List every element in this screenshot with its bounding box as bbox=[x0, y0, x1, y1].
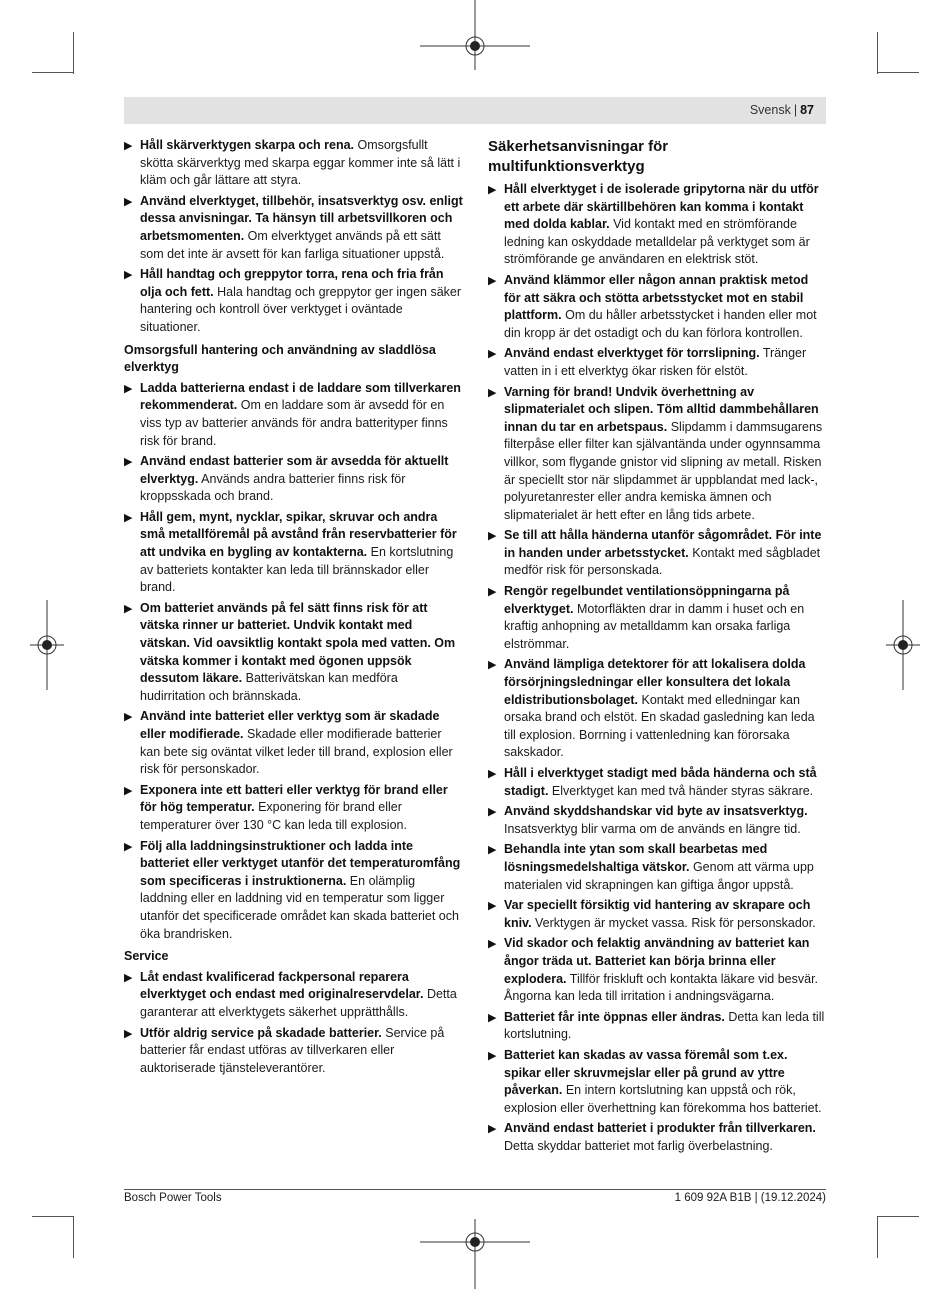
list-item: ▶ Använd endast elverktyget för torrslipning. Tränger vatten in i ett elverktyg ökar risken för elstöt. bbox=[488, 346, 807, 378]
left-column bbox=[124, 137, 464, 1080]
crop-mark bbox=[32, 72, 74, 73]
header-separator: | bbox=[793, 103, 798, 117]
footer-doc-id: 1 609 92A B1B | (19.12.2024) bbox=[674, 1192, 826, 1204]
list-item: ▶ Rengör regelbundet ventilationsöppningarna på elverktyget. Motorfläkten drar in damm i huset och en kraftig anhopning av metalldamm kan orsaka farliga elströmmar. bbox=[488, 584, 805, 651]
list-item: ▶ Använd inte batteriet eller verktyg som är skadade eller modifierade. Skadade eller modifierade batterier kan bete sig oväntat vilket leder till brand, explosion eller risk för personskador. bbox=[124, 709, 453, 777]
crop-mark bbox=[877, 1216, 919, 1217]
bullet-icon: ▶ bbox=[124, 602, 133, 615]
bullet-icon: ▶ bbox=[124, 1027, 133, 1040]
crop-mark bbox=[877, 32, 878, 74]
list-item: ▶ Se till att hålla händerna utanför sågområdet. För inte in handen under arbetsstycket. Kontakt med sågbladet medför risk för personskada. bbox=[488, 528, 822, 578]
bullet-icon: ▶ bbox=[488, 530, 497, 543]
bullet-icon: ▶ bbox=[488, 844, 497, 857]
multitool-list bbox=[488, 181, 826, 1155]
bullet-icon: ▶ bbox=[124, 511, 133, 524]
registration-mark-icon bbox=[420, 1219, 530, 1289]
list-item: ▶ Håll handtag och greppytor torra, rena och fria från olja och fett. Hala handtag och greppytor ger ingen säker hantering och kontroll över verktyget i oväntade situationer. bbox=[124, 267, 462, 334]
list-item: ▶ Håll elverktyget i de isolerade gripytorna när du utför ett arbete där skärtillbehören kan komma i kontakt med dolda kablar. Vid kontakt med en strömförande ledning kan oskyddade metalldelar på verktyget som är strömförande ge användaren en elektrisk stöt. bbox=[488, 182, 819, 267]
bullet-icon: ▶ bbox=[488, 1011, 497, 1024]
registration-mark-icon bbox=[886, 600, 920, 690]
bullet-icon: ▶ bbox=[124, 456, 133, 469]
list-item: ▶ Håll skärverktygen skarpa och rena. Omsorgsfullt skötta skärverktyg med skarpa eggar kommer inte så lätt i kläm och går lättare att styra. bbox=[124, 138, 461, 188]
list-item: ▶ Ladda batterierna endast i de laddare som tillverkaren rekommenderat. Om en laddare som är avsedd för en viss typ av batterier används för andra batterityper finns risk för brand. bbox=[124, 380, 461, 448]
list-item: ▶ Håll gem, mynt, nycklar, spikar, skruvar och andra små metallföremål på avstånd från reservbatterier för att undvika en bygling av kontakterna. En kortslutning av batteriets kontakter kan leda till brännskador eller brand. bbox=[124, 509, 457, 595]
list-item: ▶ Använd elverktyget, tillbehör, insatsverktyg osv. enligt dessa anvisningar. Ta hänsyn till arbetsvillkoren och arbetsmomenten. Om elverktyget används på ett sätt som det inte är avsett för kan farliga situationer uppstå. bbox=[124, 193, 463, 261]
bullet-icon: ▶ bbox=[124, 382, 133, 395]
list-item: ▶ Följ alla laddningsinstruktioner och ladda inte batteriet eller verktyget utanför det temperaturomfång som specificeras i instruktionerna. En olämplig laddning eller en laddning vid en temperatur som ligger utanför det specificerade området kan skada batteriet och öka brandrisken. bbox=[124, 838, 461, 941]
general-list bbox=[124, 137, 464, 337]
bullet-icon: ▶ bbox=[488, 1049, 497, 1062]
bullet-icon: ▶ bbox=[124, 971, 133, 984]
bullet-icon: ▶ bbox=[488, 806, 497, 819]
bullet-icon: ▶ bbox=[488, 768, 497, 780]
battery-heading: Omsorgsfull hantering och användning av sladdlösa elverktyg bbox=[124, 342, 436, 375]
list-item: ▶ Batteriet får inte öppnas eller ändras. Detta kan leda till kortslutning. bbox=[488, 1009, 825, 1042]
list-item: ▶ Var speciellt försiktig vid hantering av skrapare och kniv. Verktygen är mycket vassa. Risk för personskador. bbox=[488, 898, 816, 930]
list-item: ▶ Använd skyddshandskar vid byte av insatsverktyg. Insatsverktyg blir varma om de används en längre tid. bbox=[488, 804, 808, 836]
bullet-icon: ▶ bbox=[488, 938, 497, 951]
crop-mark bbox=[73, 32, 74, 74]
bullet-icon: ▶ bbox=[488, 586, 497, 599]
list-item: ▶ Varning för brand! Undvik överhettning av slipmaterialet och slipen. Töm alltid dammbehållaren innan du tar en arbetspaus. Slipdamm i dammsugarens filterpåse eller filter kan självantända under ogynnsamma villkor, som flygande gnistor vid slipning av metall. Risken är speciellt stor när slipdammet är uppblandat med lack-, polyuretanrester eller andra kemiska ämnen och slipmaterialet är hett efter en lång tids arbete. bbox=[488, 384, 823, 522]
bullet-icon: ▶ bbox=[124, 711, 133, 724]
header-language: Svensk bbox=[749, 103, 791, 117]
service-list bbox=[124, 969, 464, 1078]
bullet-icon: ▶ bbox=[124, 269, 133, 282]
bullet-icon: ▶ bbox=[124, 195, 133, 208]
crop-mark bbox=[877, 72, 919, 73]
list-item: ▶ Använd endast batterier som är avsedda för aktuellt elverktyg. Används andra batterier finns risk för kroppsskada och brand. bbox=[124, 454, 449, 504]
list-item: ▶ Använd endast batteriet i produkter från tillverkaren. Detta skyddar batteriet mot farlig överbelastning. bbox=[488, 1121, 816, 1153]
bullet-icon: ▶ bbox=[488, 1123, 497, 1136]
right-column bbox=[488, 137, 826, 1158]
header-text bbox=[750, 97, 826, 124]
bullet-icon: ▶ bbox=[488, 274, 497, 287]
bullet-icon: ▶ bbox=[488, 386, 497, 399]
crop-mark bbox=[73, 1216, 74, 1258]
list-item: ▶ Håll i elverktyget stadigt med båda händerna och stå stadigt. Elverktyget kan med två händer styras säkrare. bbox=[488, 766, 817, 798]
list-item: ▶ Använd lämpliga detektorer för att lokalisera dolda försörjningsledningar eller konsultera det lokala eldistributionsbolaget. Kontakt med elledningar kan orsaka brand och elstöt. En skadad gasledning kan leda till explosion. Borrning i vattenledning kan förorsaka sakskador. bbox=[488, 657, 815, 760]
bullet-icon: ▶ bbox=[488, 184, 497, 196]
list-item: ▶ Batteriet kan skadas av vassa föremål som t.ex. spikar eller skruvmejslar eller på grund av yttre påverkan. En intern kortslutning kan uppstå och rök, explosion eller överhettning kan förekomma hos batteriet. bbox=[488, 1047, 822, 1115]
bullet-icon: ▶ bbox=[488, 659, 497, 672]
list-item: ▶ Utför aldrig service på skadade batterier. Service på batterier får endast utföras av tillverkaren eller auktoriserade tjänsteleverantörer. bbox=[124, 1025, 445, 1075]
bullet-icon: ▶ bbox=[488, 348, 497, 361]
footer-brand: Bosch Power Tools bbox=[124, 1192, 222, 1204]
crop-mark bbox=[877, 1216, 878, 1258]
footer-rule bbox=[124, 1189, 826, 1190]
service-heading: Service bbox=[124, 949, 169, 964]
section-title: Säkerhetsanvisningar för multifunktionsverktyg bbox=[488, 138, 669, 175]
bullet-icon: ▶ bbox=[124, 784, 133, 797]
list-item: ▶ Använd klämmor eller någon annan praktisk metod för att säkra och stötta arbetsstycket mot en stabil plattform. Om du håller arbetsstycket i handen eller mot din kropp är det ostadigt och du kan förlora kontrollen. bbox=[488, 272, 817, 340]
page-number: 87 bbox=[800, 103, 814, 117]
battery-list bbox=[124, 380, 464, 943]
list-item: ▶ Om batteriet används på fel sätt finns risk för att vätska rinner ur batteriet. Undvik kontakt med vätskan. Vid oavsiktlig kontakt spola med vatten. Om vätska kommer i kontakt med ögonen uppsök dessutom läkare. Batterivätskan kan medföra hudirritation och brännskada. bbox=[124, 600, 456, 703]
bullet-icon: ▶ bbox=[488, 900, 497, 913]
list-item: ▶ Låt endast kvalificerad fackpersonal reparera elverktyget och endast med originalreservdelar. Detta garanterar att elverktygets säkerhet upprätthålls. bbox=[124, 969, 457, 1019]
list-item: ▶ Exponera inte ett batteri eller verktyg för brand eller för hög temperatur. Exponering för brand eller temperaturer över 130 °C kan leda till explosion. bbox=[124, 782, 448, 832]
list-item: ▶ Behandla inte ytan som skall bearbetas med lösningsmedelshaltiga vätskor. Genom att värma upp materialen vid skrapningen kan giftiga ångor uppstå. bbox=[488, 842, 814, 892]
bullet-icon: ▶ bbox=[124, 840, 133, 853]
crop-mark bbox=[32, 1216, 74, 1217]
registration-mark-icon bbox=[30, 600, 64, 690]
bullet-icon: ▶ bbox=[124, 140, 133, 152]
page-header bbox=[124, 97, 826, 124]
registration-mark-icon bbox=[420, 0, 530, 70]
list-item: ▶ Vid skador och felaktig användning av batteriet kan ångor träda ut. Batteriet kan börja brinna eller explodera. Tillför friskluft och kontakta läkare vid besvär. Ångorna kan leda till irritation i andningsvägarna. bbox=[488, 936, 819, 1004]
